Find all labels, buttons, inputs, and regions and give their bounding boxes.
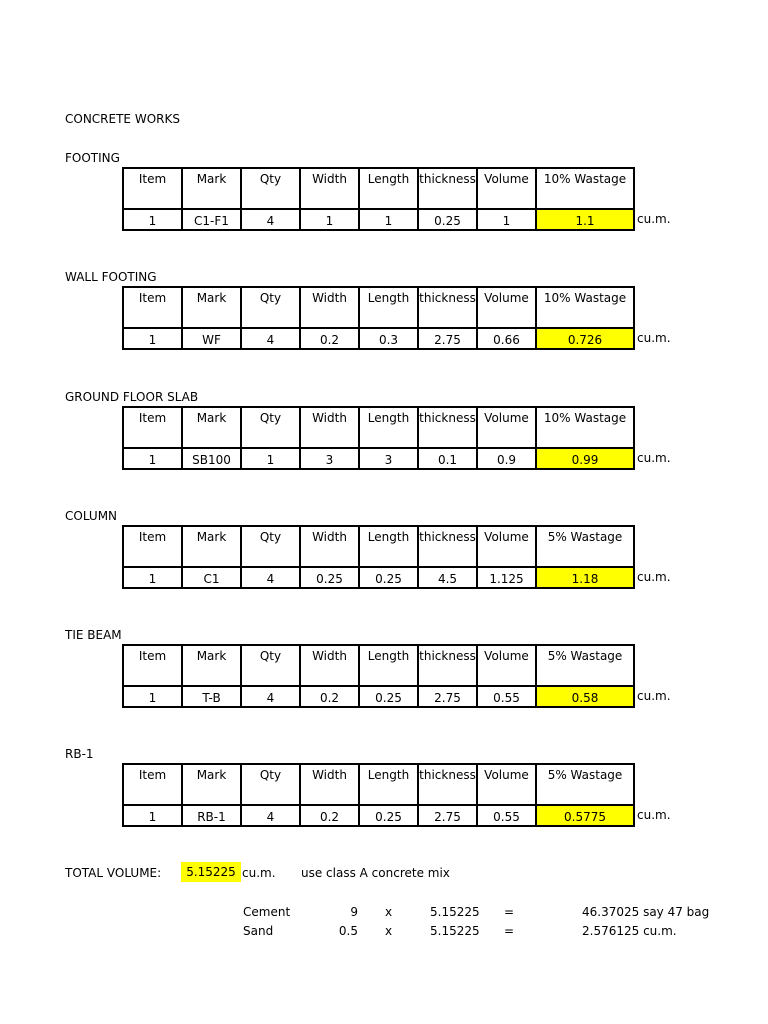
header-cell: Item — [123, 526, 182, 567]
wastage-header-cell: 5% Wastage — [536, 526, 634, 567]
header-cell: Qty — [241, 764, 300, 805]
section-label: FOOTING — [65, 151, 120, 165]
item-cell: 1 — [123, 448, 182, 469]
table-row — [123, 209, 634, 230]
item-cell: 1 — [123, 805, 182, 826]
item-cell: 1 — [123, 209, 182, 230]
header-cell: Volume — [477, 645, 536, 686]
header-cell: Mark — [182, 168, 241, 209]
qty-cell: 1 — [241, 448, 300, 469]
material-factor: 9 — [350, 905, 358, 919]
concrete-mix-note: use class A concrete mix — [301, 866, 450, 880]
thickness-cell: 0.25 — [418, 209, 477, 230]
header-cell: thickness — [418, 168, 477, 209]
item-cell: 1 — [123, 567, 182, 588]
mark-cell: WF — [182, 328, 241, 349]
section-label: RB-1 — [65, 747, 94, 761]
unit-label: cu.m. — [637, 808, 671, 822]
width-cell: 0.2 — [300, 805, 359, 826]
header-cell: Mark — [182, 407, 241, 448]
volume-cell: 0.66 — [477, 328, 536, 349]
table-row — [123, 686, 634, 707]
table-row — [123, 805, 634, 826]
header-cell: Item — [123, 168, 182, 209]
wastage-header-cell: 5% Wastage — [536, 645, 634, 686]
header-row — [123, 645, 634, 686]
header-cell: Width — [300, 526, 359, 567]
material-x: x — [385, 924, 393, 938]
unit-label: cu.m. — [637, 212, 671, 226]
page-title: CONCRETE WORKS — [65, 112, 180, 126]
material-name: Cement — [243, 905, 291, 919]
calc-table — [122, 525, 635, 589]
wastage-cell: 0.58 — [536, 686, 634, 707]
item-cell: 1 — [123, 686, 182, 707]
material-result: 46.37025 say 47 bag — [582, 905, 710, 919]
material-name: Sand — [243, 924, 274, 938]
section-label: WALL FOOTING — [65, 270, 157, 284]
calc-table — [122, 763, 635, 827]
width-cell: 3 — [300, 448, 359, 469]
total-volume-value: 5.15225 — [181, 862, 241, 882]
header-row — [123, 287, 634, 328]
header-cell: Mark — [182, 764, 241, 805]
table-row — [123, 567, 634, 588]
header-cell: Width — [300, 645, 359, 686]
length-cell: 0.25 — [359, 686, 418, 707]
wastage-header-cell: 5% Wastage — [536, 764, 634, 805]
header-cell: Mark — [182, 645, 241, 686]
thickness-cell: 2.75 — [418, 686, 477, 707]
qty-cell: 4 — [241, 328, 300, 349]
header-cell: Item — [123, 407, 182, 448]
volume-cell: 0.55 — [477, 686, 536, 707]
material-x: x — [385, 905, 393, 919]
unit-label: cu.m. — [637, 451, 671, 465]
header-cell: thickness — [418, 407, 477, 448]
header-cell: Qty — [241, 168, 300, 209]
header-cell: Length — [359, 168, 418, 209]
unit-label: cu.m. — [637, 570, 671, 584]
header-cell: Qty — [241, 407, 300, 448]
header-cell: Volume — [477, 168, 536, 209]
section-label: COLUMN — [65, 509, 118, 523]
header-cell: Qty — [241, 526, 300, 567]
material-volume: 5.15225 — [430, 905, 480, 919]
header-cell: Width — [300, 764, 359, 805]
wastage-cell: 0.5775 — [536, 805, 634, 826]
material-factor: 0.5 — [338, 924, 358, 938]
length-cell: 0.3 — [359, 328, 418, 349]
wastage-cell: 0.99 — [536, 448, 634, 469]
mark-cell: T-B — [182, 686, 241, 707]
header-cell: Volume — [477, 764, 536, 805]
header-cell: Item — [123, 645, 182, 686]
mark-cell: RB-1 — [182, 805, 241, 826]
unit-label: cu.m. — [637, 331, 671, 345]
thickness-cell: 2.75 — [418, 328, 477, 349]
header-cell: Length — [359, 407, 418, 448]
unit-label: cu.m. — [637, 689, 671, 703]
volume-cell: 0.9 — [477, 448, 536, 469]
total-volume-unit: cu.m. — [242, 866, 276, 880]
header-cell: Qty — [241, 645, 300, 686]
calc-table — [122, 644, 635, 708]
material-volume: 5.15225 — [430, 924, 480, 938]
header-row — [123, 764, 634, 805]
wastage-header-cell: 10% Wastage — [536, 287, 634, 328]
thickness-cell: 4.5 — [418, 567, 477, 588]
material-result: 2.576125 cu.m. — [582, 924, 677, 938]
width-cell: 0.2 — [300, 328, 359, 349]
header-cell: Width — [300, 287, 359, 328]
mark-cell: C1 — [182, 567, 241, 588]
material-eq: = — [504, 905, 515, 919]
header-cell: Length — [359, 645, 418, 686]
header-cell: Item — [123, 287, 182, 328]
header-cell: Volume — [477, 287, 536, 328]
header-cell: Length — [359, 287, 418, 328]
header-cell: Length — [359, 764, 418, 805]
thickness-cell: 0.1 — [418, 448, 477, 469]
length-cell: 1 — [359, 209, 418, 230]
header-row — [123, 526, 634, 567]
header-cell: thickness — [418, 764, 477, 805]
total-volume-label: TOTAL VOLUME: — [65, 866, 162, 880]
table-row — [123, 448, 634, 469]
header-cell: Width — [300, 168, 359, 209]
wastage-header-cell: 10% Wastage — [536, 407, 634, 448]
width-cell: 0.25 — [300, 567, 359, 588]
length-cell: 0.25 — [359, 567, 418, 588]
length-cell: 3 — [359, 448, 418, 469]
qty-cell: 4 — [241, 209, 300, 230]
mark-cell: C1-F1 — [182, 209, 241, 230]
wastage-header-cell: 10% Wastage — [536, 168, 634, 209]
section-label: GROUND FLOOR SLAB — [65, 390, 199, 404]
header-cell: thickness — [418, 526, 477, 567]
calc-table — [122, 406, 635, 470]
header-cell: Mark — [182, 287, 241, 328]
item-cell: 1 — [123, 328, 182, 349]
material-eq: = — [504, 924, 515, 938]
header-cell: thickness — [418, 287, 477, 328]
width-cell: 1 — [300, 209, 359, 230]
length-cell: 0.25 — [359, 805, 418, 826]
wastage-cell: 1.18 — [536, 567, 634, 588]
calc-table — [122, 167, 635, 231]
qty-cell: 4 — [241, 686, 300, 707]
volume-cell: 1.125 — [477, 567, 536, 588]
table-row — [123, 328, 634, 349]
volume-cell: 1 — [477, 209, 536, 230]
thickness-cell: 2.75 — [418, 805, 477, 826]
header-cell: thickness — [418, 645, 477, 686]
header-cell: Item — [123, 764, 182, 805]
header-cell: Volume — [477, 407, 536, 448]
qty-cell: 4 — [241, 805, 300, 826]
header-row — [123, 407, 634, 448]
calc-table — [122, 286, 635, 350]
wastage-cell: 0.726 — [536, 328, 634, 349]
section-label: TIE BEAM — [65, 628, 122, 642]
header-row — [123, 168, 634, 209]
wastage-cell: 1.1 — [536, 209, 634, 230]
width-cell: 0.2 — [300, 686, 359, 707]
qty-cell: 4 — [241, 567, 300, 588]
header-cell: Length — [359, 526, 418, 567]
header-cell: Width — [300, 407, 359, 448]
header-cell: Volume — [477, 526, 536, 567]
header-cell: Mark — [182, 526, 241, 567]
volume-cell: 0.55 — [477, 805, 536, 826]
mark-cell: SB100 — [182, 448, 241, 469]
header-cell: Qty — [241, 287, 300, 328]
